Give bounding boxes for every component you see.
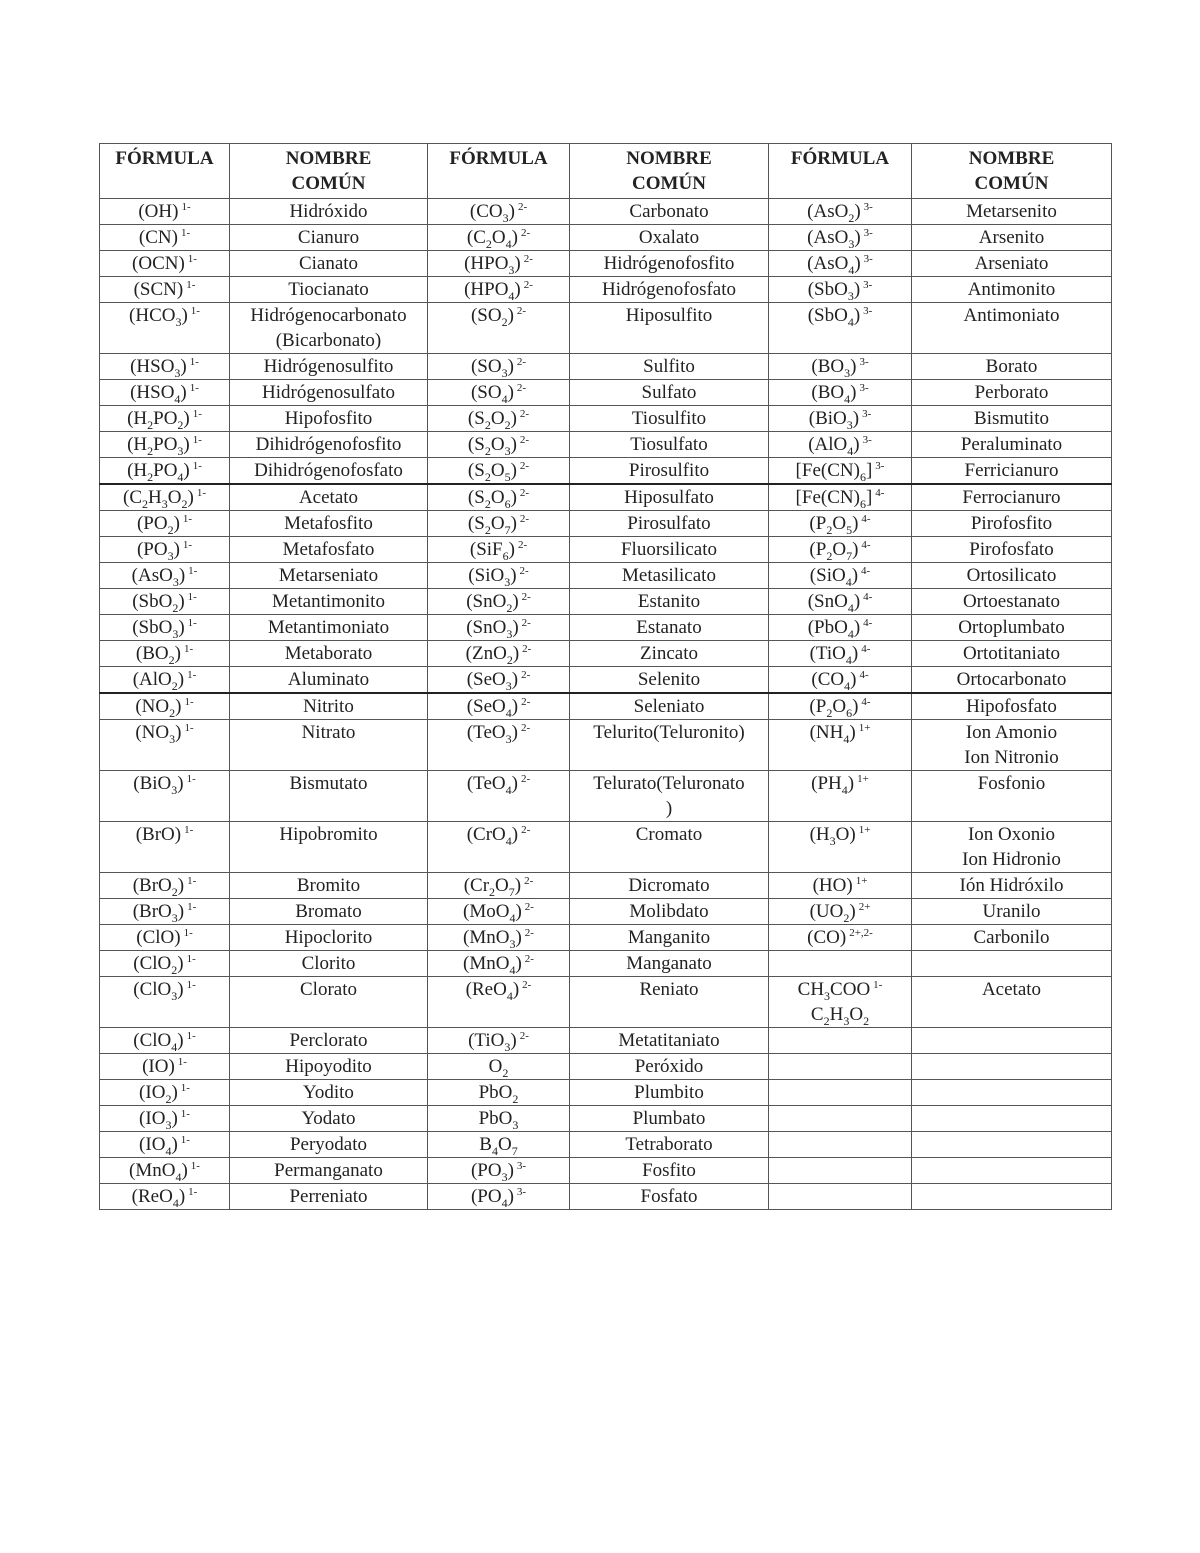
formula-cell: $CH_3COO$ $^{1-}$ $C_2H_3O_2$ [769,977,912,1028]
nombre-cell: Seleniato [570,693,769,720]
formula-cell: $(P_2O_7)$ $^{4-}$ [769,537,912,563]
formula-cell: $(PO_3)$ $^{1-}$ [100,537,230,563]
nombre-cell: Peróxido [570,1054,769,1080]
formula-cell: $(SO_2)$ $^{2-}$ [428,303,570,354]
formula-cell: (TeO$_3$) $^{2-}$ [428,720,570,771]
formula-cell: (CN) $^{1-}$ [100,225,230,251]
nombre-cell: Hipofosfato [912,693,1112,720]
formula-cell: $(SO_3)$ $^{2-}$ [428,354,570,380]
nombre-cell [912,1028,1112,1054]
nombre-cell: Yodito [230,1080,428,1106]
nombre-cell: Carbonato [570,199,769,225]
nombre-cell: Cianato [230,251,428,277]
nombre-cell: Ortoplumbato [912,615,1112,641]
formula-cell: (ReO$_4$) $^{2-}$ [428,977,570,1028]
nombre-cell: Metafosfito [230,511,428,537]
formula-cell: $O_2$ [428,1054,570,1080]
nombre-cell: Metantimonito [230,589,428,615]
formula-cell: (ClO) $^{1-}$ [100,925,230,951]
formula-cell: $(HCO_3)$ $^{1-}$ [100,303,230,354]
nombre-cell: Antimoniato [912,303,1112,354]
formula-cell: $(HSO_3)$ $^{1-}$ [100,354,230,380]
nombre-cell [912,1054,1112,1080]
table-row [100,1080,1112,1106]
formula-cell: (SiO$_4$) $^{4-}$ [769,563,912,589]
nombre-cell: Metaborato [230,641,428,667]
formula-cell: (SbO$_3$) $^{3-}$ [769,277,912,303]
formula-cell: $(NO_2)$ $^{1-}$ [100,693,230,720]
nombre-cell: Hiposulfito [570,303,769,354]
table-row [100,199,1112,225]
table-row [100,251,1112,277]
formula-cell: (MnO$_4$) $^{2-}$ [428,951,570,977]
nombre-cell: Tiocianato [230,277,428,303]
nombre-cell: Antimonito [912,277,1112,303]
header-nombre-3: NOMBRE COMÚN [912,144,1112,199]
formula-cell: $(PO_2)$ $^{1-}$ [100,511,230,537]
nombre-cell: Hidrógenofosfito [570,251,769,277]
formula-cell: (BiO$_3$) $^{1-}$ [100,771,230,822]
formula-cell: (IO) $^{1-}$ [100,1054,230,1080]
formula-cell: $(S_2O_3)$ $^{2-}$ [428,432,570,458]
table-row [100,977,1112,1028]
formula-cell: PbO$_2$ [428,1080,570,1106]
table-body [100,199,1112,1210]
nombre-cell: Ortotitaniato [912,641,1112,667]
table-row [100,925,1112,951]
nombre-cell: Perborato [912,380,1112,406]
nombre-cell: Clorato [230,977,428,1028]
formula-cell: (MnO$_3$) $^{2-}$ [428,925,570,951]
formula-cell: $(BO_4)$ $^{3-}$ [769,380,912,406]
formula-cell: (MnO$_4$) $^{1-}$ [100,1158,230,1184]
nombre-cell: Hipoclorito [230,925,428,951]
nombre-cell: Ortoestanato [912,589,1112,615]
nombre-cell: Tiosulfato [570,432,769,458]
formula-cell: $(PO_3)$ $^{3-}$ [428,1158,570,1184]
formula-cell: $(P_2O_5)$ $^{4-}$ [769,511,912,537]
formula-cell: (ZnO$_2$) $^{2-}$ [428,641,570,667]
nombre-cell: Telurito(Teluronito) [570,720,769,771]
header-formula-3: FÓRMULA [769,144,912,199]
formula-cell [769,1106,912,1132]
table-row [100,1184,1112,1210]
formula-cell: $(C_2H_3O_2)$ $^{1-}$ [100,484,230,511]
nombre-cell: Borato [912,354,1112,380]
nombre-cell: Manganato [570,951,769,977]
formula-cell: (AsO$_3$) $^{3-}$ [769,225,912,251]
formula-cell: (SbO$_4$) $^{3-}$ [769,303,912,354]
formula-cell: (SeO$_4$) $^{2-}$ [428,693,570,720]
formula-cell: $(CO_4)$ $^{4-}$ [769,667,912,694]
nombre-cell: Bromito [230,873,428,899]
nombre-cell [912,1132,1112,1158]
nombre-cell: Nitrato [230,720,428,771]
nombre-cell: Permanganato [230,1158,428,1184]
formula-cell: $(HPO_3)$ $^{2-}$ [428,251,570,277]
table-row [100,822,1112,873]
nombre-cell: Metafosfato [230,537,428,563]
nombre-cell: Fosfito [570,1158,769,1184]
nombre-cell: Ortocarbonato [912,667,1112,694]
formula-cell: $(C_2O_4)$ $^{2-}$ [428,225,570,251]
formula-cell: $(H_2PO_3)$ $^{1-}$ [100,432,230,458]
nombre-cell: Fosfonio [912,771,1112,822]
nombre-cell: Aluminato [230,667,428,694]
formula-cell: (SbO$_3$) $^{1-}$ [100,615,230,641]
nombre-cell: Hidrógenofosfato [570,277,769,303]
nombre-cell [912,951,1112,977]
nombre-cell: Pirofosfito [912,511,1112,537]
nombre-cell [912,1184,1112,1210]
formula-cell: $(H_2PO_4)$ $^{1-}$ [100,458,230,485]
nombre-cell: Perreniato [230,1184,428,1210]
table-row [100,432,1112,458]
formula-cell: $[Fe(CN)_6]$ $^{4-}$ [769,484,912,511]
table-row [100,354,1112,380]
formula-cell: (SnO$_2$) $^{2-}$ [428,589,570,615]
table-row [100,380,1112,406]
nombre-cell: Metasilicato [570,563,769,589]
nombre-cell: Ferricianuro [912,458,1112,485]
formula-cell: (AsO$_4$) $^{3-}$ [769,251,912,277]
formula-cell: (ClO$_4$) $^{1-}$ [100,1028,230,1054]
nombre-cell: Acetato [912,977,1112,1028]
nombre-cell: Ion Oxonio Ion Hidronio [912,822,1112,873]
formula-cell: $(SO_4)$ $^{2-}$ [428,380,570,406]
formula-cell [769,1158,912,1184]
formula-cell: (SbO$_2$) $^{1-}$ [100,589,230,615]
formula-cell: (SiF$_6$) $^{2-}$ [428,537,570,563]
nombre-cell: Hipobromito [230,822,428,873]
table-row [100,589,1112,615]
nombre-cell: Dicromato [570,873,769,899]
nombre-cell: Perclorato [230,1028,428,1054]
formula-cell: (AlO$_2$) $^{1-}$ [100,667,230,694]
formula-cell: (SeO$_3$) $^{2-}$ [428,667,570,694]
formula-cell: $[Fe(CN)_6]$ $^{3-}$ [769,458,912,485]
formula-cell: (BrO$_2$) $^{1-}$ [100,873,230,899]
formula-cell: $(H_2PO_2)$ $^{1-}$ [100,406,230,432]
nombre-cell: Tetraborato [570,1132,769,1158]
formula-cell [769,1028,912,1054]
nombre-cell: Cromato [570,822,769,873]
nombre-cell: Hipoyodito [230,1054,428,1080]
nombre-cell: Arseniato [912,251,1112,277]
formula-cell: $(CO_3)$ $^{2-}$ [428,199,570,225]
table-row [100,693,1112,720]
formula-cell [769,951,912,977]
nombre-cell [912,1080,1112,1106]
nombre-cell: Bismutato [230,771,428,822]
nombre-cell: Telurato(Teluronato ) [570,771,769,822]
nombre-cell: Tiosulfito [570,406,769,432]
nombre-cell: Metarseniato [230,563,428,589]
nombre-cell: Hidrógenosulfato [230,380,428,406]
header-row [100,144,1112,199]
formula-cell: (TeO$_4$) $^{2-}$ [428,771,570,822]
table-row [100,1054,1112,1080]
table-row [100,277,1112,303]
formula-cell: (BrO) $^{1-}$ [100,822,230,873]
nombre-cell: Nitrito [230,693,428,720]
formula-cell: $(HPO_4)$ $^{2-}$ [428,277,570,303]
nombre-cell: Plumbito [570,1080,769,1106]
nombre-cell: Yodato [230,1106,428,1132]
nombre-cell: Dihidrógenofosfato [230,458,428,485]
nombre-cell: Pirosulfito [570,458,769,485]
table-row [100,484,1112,511]
nombre-cell: Estanito [570,589,769,615]
nombre-cell: Peraluminato [912,432,1112,458]
formula-cell: (BiO$_3$) $^{3-}$ [769,406,912,432]
nombre-cell: Acetato [230,484,428,511]
nombre-cell: Uranilo [912,899,1112,925]
formula-cell: $(IO_4)$ $^{1-}$ [100,1132,230,1158]
nombre-cell: Carbonilo [912,925,1112,951]
formula-cell: PbO$_3$ [428,1106,570,1132]
table-row [100,641,1112,667]
formula-cell: (PbO$_4$) $^{4-}$ [769,615,912,641]
formula-cell [769,1054,912,1080]
formula-cell [769,1080,912,1106]
formula-cell: (CO) $^{2+,2-}$ [769,925,912,951]
nombre-cell: Hiposulfato [570,484,769,511]
nombre-cell: Hipofosfito [230,406,428,432]
formula-cell: (SiO$_3$) $^{2-}$ [428,563,570,589]
nombre-cell: Selenito [570,667,769,694]
formula-cell: (ClO$_3$) $^{1-}$ [100,977,230,1028]
nombre-cell: Sulfito [570,354,769,380]
formula-cell: $(BO_3)$ $^{3-}$ [769,354,912,380]
table-row [100,1132,1112,1158]
formula-cell: $(PO_4)$ $^{3-}$ [428,1184,570,1210]
formula-cell: (TiO$_4$) $^{4-}$ [769,641,912,667]
formula-cell: (TiO$_3$) $^{2-}$ [428,1028,570,1054]
nombre-cell: Plumbato [570,1106,769,1132]
nombre-cell: Sulfato [570,380,769,406]
table-row [100,511,1112,537]
ion-table [99,143,1112,1210]
table-row [100,720,1112,771]
formula-cell: $(S_2O_6)$ $^{2-}$ [428,484,570,511]
formula-cell: (BrO$_3$) $^{1-}$ [100,899,230,925]
nombre-cell [912,1158,1112,1184]
nombre-cell: Molibdato [570,899,769,925]
nombre-cell: Arsenito [912,225,1112,251]
formula-cell: $(IO_2)$ $^{1-}$ [100,1080,230,1106]
nombre-cell: Ortosilicato [912,563,1112,589]
formula-cell [769,1132,912,1158]
table-row [100,563,1112,589]
table-row [100,667,1112,694]
formula-cell: (AsO$_2$) $^{3-}$ [769,199,912,225]
nombre-cell: Peryodato [230,1132,428,1158]
formula-cell: $(H_3O)$ $^{1+}$ [769,822,912,873]
nombre-cell: Ion Amonio Ion Nitronio [912,720,1112,771]
formula-cell: $(S_2O_7)$ $^{2-}$ [428,511,570,537]
formula-cell: $(NH_4)$ $^{1+}$ [769,720,912,771]
formula-cell: (ReO$_4$) $^{1-}$ [100,1184,230,1210]
nombre-cell: Ión Hidróxilo [912,873,1112,899]
nombre-cell: Estanato [570,615,769,641]
header-formula-2: FÓRMULA [428,144,570,199]
table-row [100,1028,1112,1054]
nombre-cell: Oxalato [570,225,769,251]
table-row [100,951,1112,977]
formula-cell: $(HSO_4)$ $^{1-}$ [100,380,230,406]
nombre-cell: Dihidrógenofosfito [230,432,428,458]
formula-cell: $(S_2O_5)$ $^{2-}$ [428,458,570,485]
nombre-cell: Metarsenito [912,199,1112,225]
formula-cell: (CrO$_4$) $^{2-}$ [428,822,570,873]
header-nombre-1: NOMBRE COMÚN [230,144,428,199]
formula-cell: (SnO$_3$) $^{2-}$ [428,615,570,641]
formula-cell: (SCN) $^{1-}$ [100,277,230,303]
formula-cell: (ClO$_2$) $^{1-}$ [100,951,230,977]
formula-cell: $(PH_4)$ $^{1+}$ [769,771,912,822]
formula-cell: (MoO$_4$) $^{2-}$ [428,899,570,925]
table-row [100,537,1112,563]
table-row [100,225,1112,251]
table-row [100,771,1112,822]
nombre-cell: Fosfato [570,1184,769,1210]
table-row [100,899,1112,925]
formula-cell: $B_4O_7$ [428,1132,570,1158]
nombre-cell [912,1106,1112,1132]
formula-cell [769,1184,912,1210]
formula-cell: (AsO$_3$) $^{1-}$ [100,563,230,589]
formula-cell: (AlO$_4$) $^{3-}$ [769,432,912,458]
formula-cell: (OH) $^{1-}$ [100,199,230,225]
formula-cell: (HO) $^{1+}$ [769,873,912,899]
header-nombre-2: NOMBRE COMÚN [570,144,769,199]
formula-cell: $(Cr_2O_7)$ $^{2-}$ [428,873,570,899]
table-row [100,1158,1112,1184]
nombre-cell: Pirosulfato [570,511,769,537]
nombre-cell: Hidrógenocarbonato (Bicarbonato) [230,303,428,354]
header-formula-1: FÓRMULA [100,144,230,199]
table-row [100,406,1112,432]
nombre-cell: Cianuro [230,225,428,251]
nombre-cell: Hidróxido [230,199,428,225]
nombre-cell: Hidrógenosulfito [230,354,428,380]
nombre-cell: Bromato [230,899,428,925]
formula-cell: $(NO_3)$ $^{1-}$ [100,720,230,771]
nombre-cell: Zincato [570,641,769,667]
table-row [100,458,1112,485]
nombre-cell: Fluorsilicato [570,537,769,563]
nombre-cell: Pirofosfato [912,537,1112,563]
formula-cell: $(UO_2)$ $^{2+}$ [769,899,912,925]
formula-cell: $(S_2O_2)$ $^{2-}$ [428,406,570,432]
table-row [100,303,1112,354]
nombre-cell: Bismutito [912,406,1112,432]
formula-cell: $(P_2O_6)$ $^{4-}$ [769,693,912,720]
formula-cell: $(BO_2)$ $^{1-}$ [100,641,230,667]
nombre-cell: Clorito [230,951,428,977]
nombre-cell: Metatitaniato [570,1028,769,1054]
nombre-cell: Manganito [570,925,769,951]
formula-cell: (SnO$_4$) $^{4-}$ [769,589,912,615]
table-row [100,873,1112,899]
table-row [100,615,1112,641]
nombre-cell: Ferrocianuro [912,484,1112,511]
nombre-cell: Metantimoniato [230,615,428,641]
table-row [100,1106,1112,1132]
nombre-cell: Reniato [570,977,769,1028]
formula-cell: $(IO_3)$ $^{1-}$ [100,1106,230,1132]
formula-cell: (OCN) $^{1-}$ [100,251,230,277]
